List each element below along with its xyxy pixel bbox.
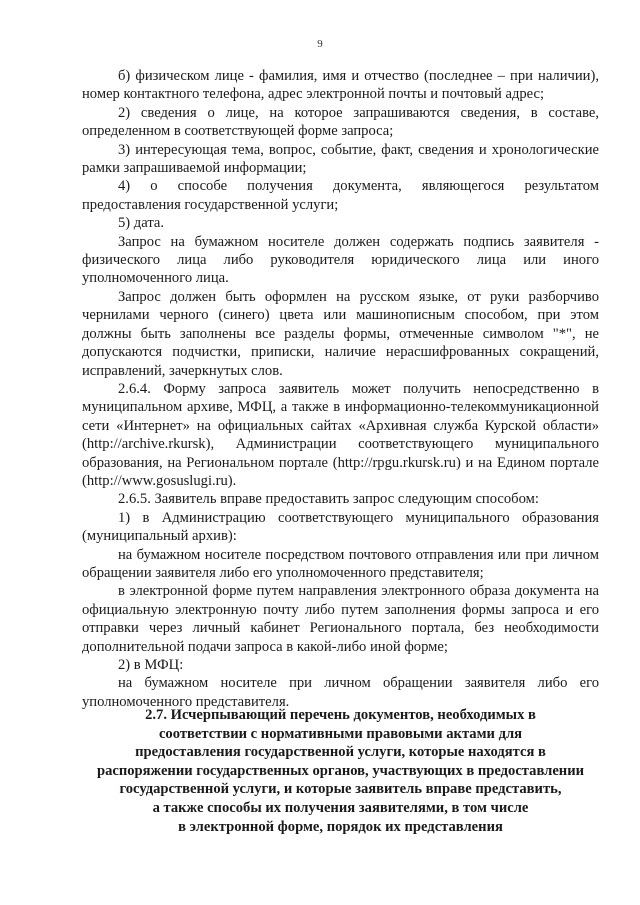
paragraph-applicant-individual: б) физическом лице - фамилия, имя и отчество (последнее – при наличии), номер контактного телефона, адрес электронной почты и почтовый адрес; [82,68,599,103]
paragraph-subject-info: 2) сведения о лице, на которое запрашиваются сведения, в составе, определенном в соответствующей форме запроса; [82,104,599,140]
paragraph-electronic-form: в электронной форме путем направления электронного образа документа на официальную электронную почту либо путем заполнения формы запроса и его отправки через личный кабинет Регионального портала, без необходимости дополнительной подачи запроса в какой-либо иной форме; [82,583,599,655]
paragraph-date: 5) дата. [118,215,165,232]
document-body [82,67,599,711]
paragraph-mfc: 2) в МФЦ: [118,657,184,673]
heading-line: 2.7. Исчерпывающий перечень документов, необходимых в [145,707,536,723]
heading-line: в электронной форме, порядок их представления [178,818,503,835]
paragraph-mfc-paper: на бумажном носителе при личном обращении заявителя либо его уполномоченного представителя. [82,675,599,710]
heading-line: соответствии с нормативными правовыми актами для [158,725,523,742]
paragraph-2-6-4: 2.6.4. Форму запроса заявитель может получить непосредственно в муниципальном архиве, МФЦ, а также в информационно-телекоммуникационной сети «Интернет» на официальных сайтах «Архивная служба Курской области» (http://archive.rkursk), Администрации соответствующего муниципального образования, на Региональном портале (http://rpgu.rkursk.ru) и на Едином портале (http://www.gosuslugi.ru). [82,380,599,489]
section-heading-2-7 [82,706,599,836]
heading-line: а также способы их получения заявителями, в том числе [152,799,529,816]
heading-line: предоставления государственной услуги, которые находятся в [135,744,546,761]
heading-line: распоряжении государственных органов, участвующих в предоставлении [96,762,585,779]
heading-line: государственной услуги, и которые заявитель вправе представить, [119,781,562,798]
page-number: 9 [317,38,323,50]
paragraph-administration: 1) в Администрацию соответствующего муниципального образования (муниципальный архив): [82,509,599,545]
paragraph-signature: Запрос на бумажном носителе должен содержать подпись заявителя - физического лица либо руководителя юридического лица или иного уполномоченного лица. [82,233,599,287]
paragraph-2-6-5: 2.6.5. Заявитель вправе предоставить запрос следующим способом: [118,491,539,508]
paragraph-language-requirements: Запрос должен быть оформлен на русском языке, от руки разборчиво чернилами черного (синего) цвета или машинописным способом, при этом должны быть заполнены все разделы формы, отмеченные символом "*", не допускаются подчистки, приписки, наличие нерасшифрованных сокращений, исправлений, зачеркнутых слов. [82,288,599,379]
paragraph-paper-carrier: на бумажном носителе посредством почтового отправления или при личном обращении заявителя либо его уполномоченного представителя; [82,546,599,581]
paragraph-topic: 3) интересующая тема, вопрос, событие, факт, сведения и хронологические рамки запрашиваемой информации; [82,141,599,177]
paragraph-delivery-method: 4) о способе получения документа, являющегося результатом предоставления государственной услуги; [82,178,599,213]
